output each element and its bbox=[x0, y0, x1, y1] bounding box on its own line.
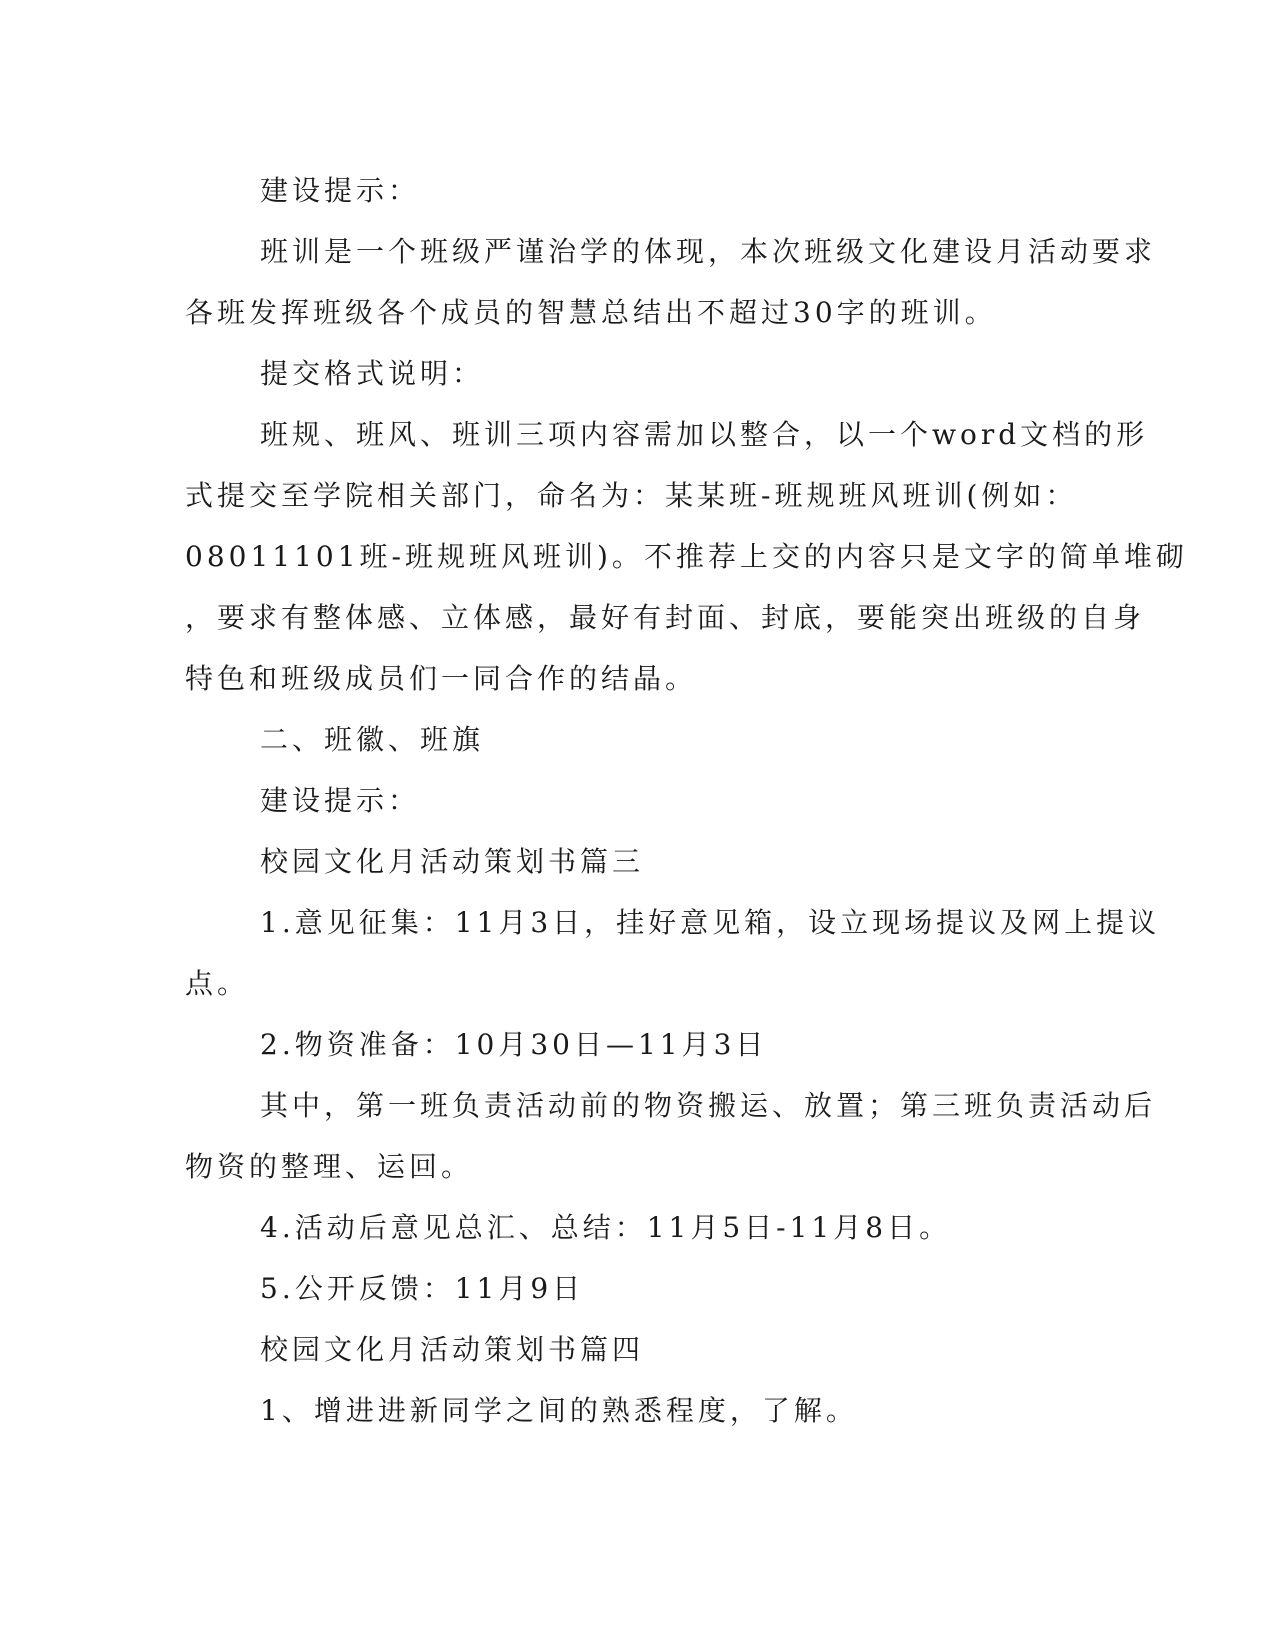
paragraph-line: 特色和班级成员们一同合作的结晶。 bbox=[185, 662, 698, 695]
paragraph-line: 2.物资准备：10月30日—11月3日 bbox=[260, 1028, 768, 1061]
paragraph-line: 08011101班-班规班风班训)。不推荐上交的内容只是文字的简单堆砌 bbox=[185, 540, 1188, 573]
paragraph-line: 式提交至学院相关部门，命名为：某某班-班规班风班训(例如： bbox=[185, 479, 1078, 512]
paragraph-line: 1.意见征集：11月3日，挂好意见箱，设立现场提议及网上提议 bbox=[260, 906, 1161, 939]
paragraph-line: 物资的整理、运回。 bbox=[185, 1150, 474, 1183]
paragraph-line: 建设提示： bbox=[260, 174, 421, 207]
paragraph-line: 1、增进进新同学之间的熟悉程度，了解。 bbox=[260, 1394, 858, 1427]
paragraph-line: 提交格式说明： bbox=[260, 357, 485, 390]
paragraph-line: 4.活动后意见总汇、总结：11月5日-11月8日。 bbox=[260, 1211, 952, 1244]
paragraph-line: 班规、班风、班训三项内容需加以整合，以一个word文档的形 bbox=[260, 418, 1149, 451]
section-heading: 二、班徽、班旗 bbox=[260, 723, 485, 756]
paragraph-line: 其中，第一班负责活动前的物资搬运、放置；第三班负责活动后 bbox=[260, 1089, 1157, 1122]
document-body bbox=[185, 160, 1188, 1441]
paragraph-line: 班训是一个班级严谨治学的体现，本次班级文化建设月活动要求 bbox=[260, 235, 1157, 268]
paragraph-line: ，要求有整体感、立体感，最好有封面、封底，要能突出班级的自身 bbox=[185, 601, 1146, 634]
paragraph-line: 点。 bbox=[185, 967, 250, 1000]
paragraph-line: 5.公开反馈：11月9日 bbox=[260, 1272, 585, 1305]
paragraph-line: 各班发挥班级各个成员的智慧总结出不超过30字的班训。 bbox=[185, 296, 997, 329]
section-heading: 校园文化月活动策划书篇三 bbox=[260, 845, 645, 878]
section-heading: 校园文化月活动策划书篇四 bbox=[260, 1333, 645, 1366]
paragraph-line: 建设提示： bbox=[260, 784, 421, 817]
